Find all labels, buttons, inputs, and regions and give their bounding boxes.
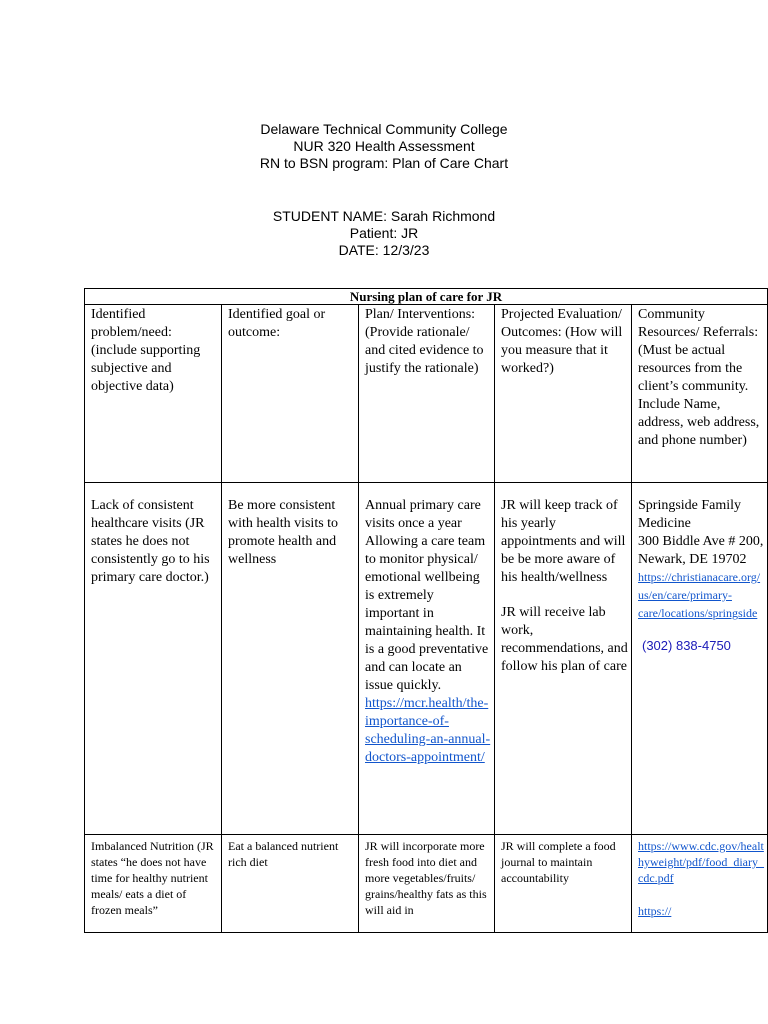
column-header-evaluation: Projected Evaluation/ Outcomes: (How will you measure that it worked?)	[495, 305, 632, 483]
document-date: DATE: 12/3/23	[338, 242, 430, 258]
table-row	[85, 483, 768, 835]
table-header-row	[85, 305, 768, 483]
college-name: Delaware Technical Community College	[260, 121, 508, 137]
table-row	[85, 835, 768, 933]
goal-cell: Eat a balanced nutrient rich diet	[222, 835, 359, 933]
course-title: NUR 320 Health Assessment	[293, 138, 475, 154]
evaluation-cell: JR will complete a food journal to maintain accountability	[495, 835, 632, 933]
patient-name: Patient: JR	[349, 225, 419, 241]
evaluation-text: JR will receive lab work, recommendations, and follow his plan of care	[501, 605, 628, 674]
column-header-resources: Community Resources/ Referrals: (Must be actual resources from the client’s community. Include Name, address, web address, and phone number)	[632, 305, 768, 483]
resource-link[interactable]: https://	[638, 904, 672, 918]
resource-link[interactable]: https://www.cdc.gov/healthyweight/pdf/food_diary_cdc.pdf	[638, 839, 764, 885]
plan-text: Annual primary care visits once a year	[365, 498, 481, 531]
resource-cell	[632, 835, 768, 933]
resource-address: 300 Biddle Ave # 200, Newark, DE 19702	[638, 534, 764, 567]
column-header-problem: Identified problem/need: (include supporting subjective and objective data)	[85, 305, 222, 483]
resource-link[interactable]: https://christianacare.org/us/en/care/primary-care/locations/springside	[638, 570, 761, 620]
plan-cell: JR will incorporate more fresh food into diet and more vegetables/fruits/ grains/healthy fats as this will aid in	[359, 835, 495, 933]
document-header	[0, 121, 768, 172]
student-name: STUDENT NAME: Sarah Richmond	[272, 208, 496, 224]
plan-cell	[359, 483, 495, 835]
column-header-goal: Identified goal or outcome:	[222, 305, 359, 483]
student-info	[0, 208, 768, 259]
care-plan-table	[84, 288, 768, 933]
evidence-link[interactable]: https://mcr.health/the-importance-of-scheduling-an-annual-doctors-appointment/	[365, 696, 491, 765]
plan-rationale: Allowing a care team to monitor physical/ emotional wellbeing is extremely important in maintaining health. It is a good preventative and can locate an issue quickly.	[365, 534, 489, 693]
problem-cell: Imbalanced Nutrition (JR states “he does not have time for healthy nutrient meals/ eats a diet of frozen meals”	[85, 835, 222, 933]
goal-cell: Be more consistent with health visits to promote health and wellness	[222, 483, 359, 835]
resource-phone: (302) 838-4750	[642, 638, 731, 653]
table-title: Nursing plan of care for JR	[85, 289, 768, 305]
evaluation-cell	[495, 483, 632, 835]
column-header-plan: Plan/ Interventions: (Provide rationale/ and cited evidence to justify the rationale)	[359, 305, 495, 483]
table-title-row	[85, 289, 768, 305]
evaluation-text: JR will keep track of his yearly appointments and will be be more aware of his health/wellness	[501, 498, 626, 585]
resource-cell	[632, 483, 768, 835]
program-title: RN to BSN program: Plan of Care Chart	[259, 155, 509, 171]
resource-name: Springside Family Medicine	[638, 498, 742, 531]
problem-cell: Lack of consistent healthcare visits (JR states he does not consistently go to his primary care doctor.)	[85, 483, 222, 835]
